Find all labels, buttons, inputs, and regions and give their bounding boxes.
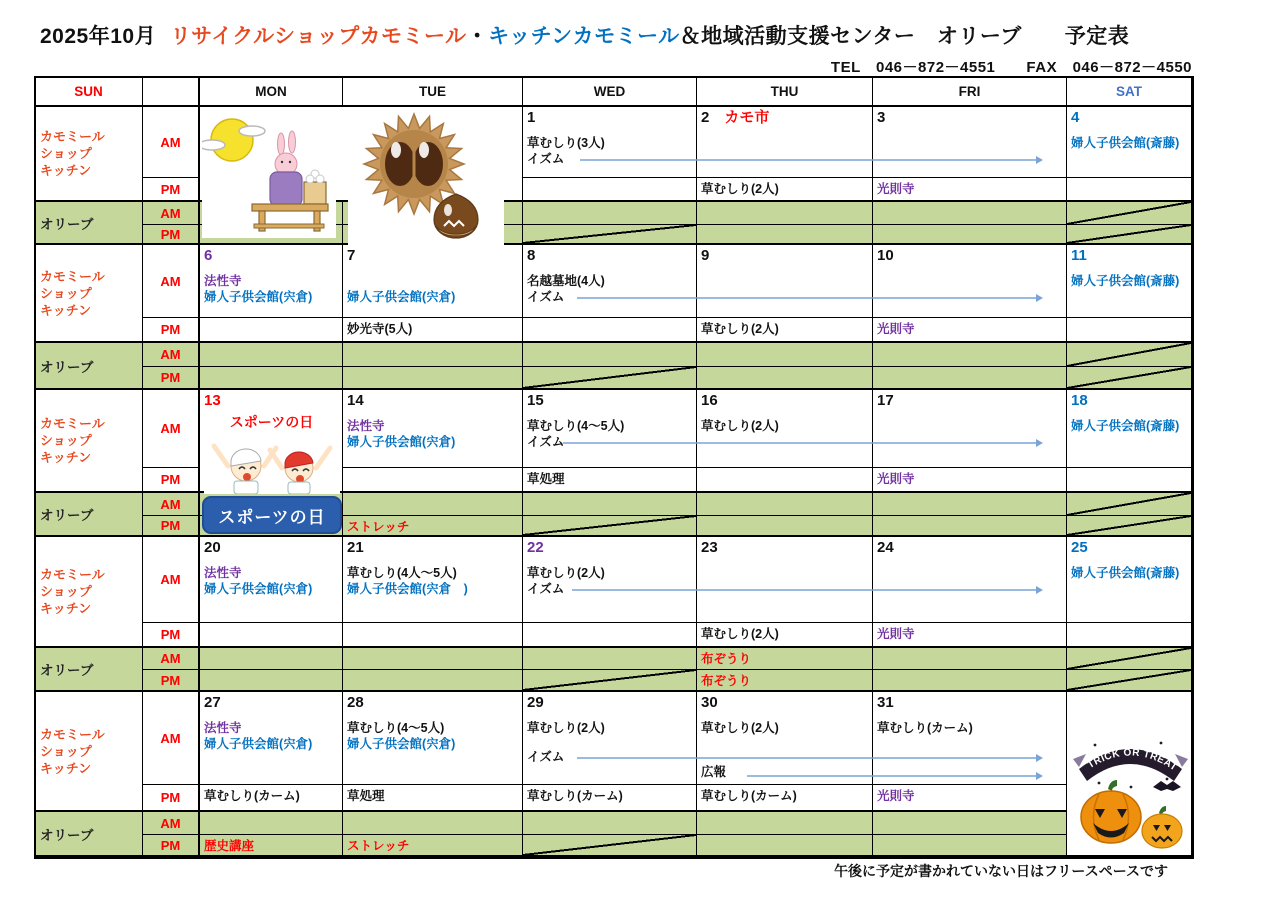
camomile-label-line: ショップ <box>40 146 92 161</box>
date-number: 14 <box>347 392 364 409</box>
day-cell-14 <box>343 390 523 468</box>
olive-pm-cell <box>523 670 697 692</box>
day-header-tue: TUE <box>343 78 523 107</box>
day-header-wed: WED <box>523 78 697 107</box>
date-number: 1 <box>527 109 536 126</box>
am-label: AM <box>143 537 200 623</box>
camomile-label-line: カモミール <box>40 726 105 742</box>
date-number: 10 <box>877 247 894 264</box>
pm-cell <box>343 623 523 648</box>
event-text: 法性寺 <box>204 721 242 735</box>
pm-cell <box>697 178 873 202</box>
olive-pm-cell <box>200 835 343 857</box>
pm-cell <box>523 785 697 812</box>
event-text: 婦人子供会館(宍倉) <box>347 737 456 751</box>
day-header-fri: FRI <box>873 78 1067 107</box>
event-text: 婦人子供会館(斎藤) <box>1071 136 1180 150</box>
camomile-label-line: キッチン <box>40 450 92 465</box>
sports-day-kids-clipart <box>204 430 340 494</box>
pm-cell <box>343 318 523 343</box>
olive-pm-cell <box>1067 225 1192 245</box>
event-text: 草むしり(カーム) <box>204 789 300 803</box>
date-number: 7 <box>347 247 356 264</box>
day-header-sun: SUN <box>35 78 143 107</box>
camomile-label-line: ショップ <box>40 584 92 599</box>
date-number: 9 <box>701 247 710 264</box>
camomile-label-line: カモミール <box>40 268 105 284</box>
pm-label: PM <box>143 468 200 493</box>
pm-cell <box>200 623 343 648</box>
olive-am-cell <box>873 648 1067 670</box>
olive-am-cell <box>523 343 697 367</box>
event-text: 婦人子供会館(宍倉) <box>347 435 456 449</box>
camomile-label-line: ショップ <box>40 743 92 759</box>
day-header-thu: THU <box>697 78 873 107</box>
pm-cell <box>523 318 697 343</box>
camomile-label-line: キッチン <box>40 601 92 616</box>
event-text: 布ぞうり <box>701 652 752 666</box>
event-text: イズム <box>527 750 565 764</box>
pm-cell <box>873 623 1067 648</box>
event-text: 婦人子供会館(斎藤) <box>1071 274 1180 288</box>
event-text: 草むしり(カーム) <box>877 721 973 735</box>
olive-pm-cell <box>343 835 523 857</box>
title-month: 2025年10月 <box>40 25 157 48</box>
olive-am-label: AM <box>143 343 200 367</box>
date-event-note: カモ市 <box>709 109 770 126</box>
pm-cell <box>873 318 1067 343</box>
olive-pm-cell <box>523 835 697 857</box>
olive-pm-label: PM <box>143 670 200 692</box>
olive-am-cell <box>343 493 523 516</box>
day-cell-29 <box>523 692 697 785</box>
olive-pm-cell <box>343 516 523 537</box>
camomile-label-line: キッチン <box>40 163 92 178</box>
olive-am-cell <box>697 493 873 516</box>
olive-am-cell <box>523 493 697 516</box>
label-olive-week4: オリーブ <box>35 648 143 692</box>
schedule-arrow <box>563 437 1044 449</box>
event-text: 婦人子供会館(斎藤) <box>1071 566 1180 580</box>
am-label: AM <box>143 390 200 468</box>
pm-cell <box>697 318 873 343</box>
event-text: 草むしり(2人) <box>527 566 605 580</box>
event-text: 婦人子供会館(宍倉) <box>347 290 456 304</box>
svg-text:TRICK OR TREAT: TRICK OR TREAT <box>1085 747 1180 774</box>
olive-am-cell <box>873 343 1067 367</box>
event-text: 歴史講座 <box>204 839 255 853</box>
event-text: 法性寺 <box>347 419 385 433</box>
olive-am-cell <box>200 343 343 367</box>
am-label: AM <box>143 107 200 178</box>
chestnut-clipart <box>348 110 504 246</box>
event-text: 妙光寺(5人) <box>347 322 413 336</box>
label-olive-week5: オリーブ <box>35 812 143 857</box>
olive-am-cell <box>343 343 523 367</box>
date-number: 27 <box>204 694 221 711</box>
day-cell-25 <box>1067 537 1192 623</box>
schedule-arrow <box>572 584 1044 596</box>
day-header-sat: SAT <box>1067 78 1192 107</box>
pm-cell <box>1067 623 1192 648</box>
event-text: 法性寺 <box>204 566 242 580</box>
schedule-arrow <box>577 292 1044 304</box>
schedule-arrow <box>747 770 1044 782</box>
olive-pm-label: PM <box>143 516 200 537</box>
olive-am-cell <box>343 812 523 835</box>
pm-cell <box>343 785 523 812</box>
day-cell-9 <box>697 245 873 318</box>
moon-viewing-rabbit-clipart <box>202 112 336 238</box>
label-olive-week1: オリーブ <box>35 202 143 245</box>
olive-pm-cell <box>343 367 523 390</box>
date-number: 23 <box>701 539 718 556</box>
date-number: 3 <box>877 109 886 126</box>
label-camomile-week5 <box>35 692 143 812</box>
date-number: 22 <box>527 539 544 556</box>
title-dot: ・ <box>466 25 489 48</box>
day-cell-18 <box>1067 390 1192 468</box>
day-cell-8 <box>523 245 697 318</box>
camomile-label-line: ショップ <box>40 285 92 301</box>
date-number: 18 <box>1071 392 1088 409</box>
event-text: 草むしり(2人) <box>701 182 779 196</box>
event-text: 婦人子供会館(宍倉) <box>204 290 313 304</box>
event-text: イズム <box>527 290 565 304</box>
pm-cell <box>873 785 1067 812</box>
date-number: 15 <box>527 392 544 409</box>
event-text: 草処理 <box>527 472 565 486</box>
title-rest: ＆地域活動支援センター オリーブ 予定表 <box>679 25 1130 48</box>
olive-pm-cell <box>200 367 343 390</box>
olive-am-cell <box>1067 202 1192 225</box>
event-text: 草むしり(2人) <box>701 419 779 433</box>
event-text: 婦人子供会館(宍倉) <box>204 582 313 596</box>
event-text: 広報 <box>701 765 727 779</box>
pm-cell <box>200 318 343 343</box>
olive-pm-cell <box>697 670 873 692</box>
event-text: イズム <box>527 582 565 596</box>
pm-cell <box>697 468 873 493</box>
olive-am-cell <box>697 648 873 670</box>
date-number: 20 <box>204 539 221 556</box>
event-text: 名越墓地(4人) <box>527 274 605 288</box>
olive-pm-cell <box>697 225 873 245</box>
date-number: 21 <box>347 539 364 556</box>
date-number: 8 <box>527 247 536 264</box>
event-text: 婦人子供会館(宍倉 ) <box>347 582 468 596</box>
day-cell-6 <box>200 245 343 318</box>
sports-day-caption: スポーツの日 <box>229 414 314 430</box>
day-cell-28 <box>343 692 523 785</box>
pm-cell <box>1067 468 1192 493</box>
olive-pm-cell <box>1067 670 1192 692</box>
date-number: 6 <box>204 247 213 264</box>
date-number: 16 <box>701 392 718 409</box>
event-text: 草むしり(4～5人) <box>347 721 445 735</box>
event-text: 草むしり(3人) <box>527 136 605 150</box>
olive-am-cell <box>1067 343 1192 367</box>
date-number: 17 <box>877 392 894 409</box>
olive-am-cell <box>200 812 343 835</box>
olive-pm-cell <box>1067 367 1192 390</box>
pm-cell <box>697 623 873 648</box>
day-cell-15 <box>523 390 697 468</box>
sports-day-banner: スポーツの日 <box>202 496 342 534</box>
olive-am-cell <box>873 202 1067 225</box>
day-cell-2 <box>697 107 873 178</box>
olive-am-cell <box>697 202 873 225</box>
olive-am-label: AM <box>143 202 200 225</box>
schedule-arrow <box>577 752 1044 764</box>
olive-pm-label: PM <box>143 835 200 857</box>
event-text: 草むしり(2人) <box>701 627 779 641</box>
olive-pm-cell <box>873 367 1067 390</box>
olive-am-cell <box>523 202 697 225</box>
event-text: 光則寺 <box>877 322 915 336</box>
olive-pm-cell <box>697 835 873 857</box>
event-text: 婦人子供会館(宍倉) <box>204 737 313 751</box>
olive-am-label: AM <box>143 648 200 670</box>
date-number: 2 カモ市 <box>701 109 770 126</box>
day-cell-21 <box>343 537 523 623</box>
olive-pm-cell <box>523 225 697 245</box>
day-cell-22 <box>523 537 697 623</box>
label-camomile-week4 <box>35 537 143 648</box>
olive-pm-cell <box>200 670 343 692</box>
pm-cell <box>873 468 1067 493</box>
label-camomile-week2 <box>35 245 143 343</box>
olive-pm-label: PM <box>143 225 200 245</box>
day-cell-10 <box>873 245 1067 318</box>
label-camomile-week3 <box>35 390 143 493</box>
day-cell-27 <box>200 692 343 785</box>
day-header-mon: MON <box>200 78 343 107</box>
day-cell-4 <box>1067 107 1192 178</box>
pm-cell <box>1067 318 1192 343</box>
pm-cell <box>873 178 1067 202</box>
olive-am-cell <box>343 648 523 670</box>
pm-cell <box>200 785 343 812</box>
pm-cell <box>1067 178 1192 202</box>
olive-am-cell <box>523 648 697 670</box>
pm-cell <box>523 468 697 493</box>
olive-pm-cell <box>523 367 697 390</box>
olive-am-cell <box>1067 648 1192 670</box>
day-cell-24 <box>873 537 1067 623</box>
date-number: 30 <box>701 694 718 711</box>
pm-label: PM <box>143 318 200 343</box>
event-text: 草むしり(2人) <box>701 721 779 735</box>
date-number: 13 <box>204 392 221 409</box>
olive-pm-cell <box>697 516 873 537</box>
event-text: 光則寺 <box>877 627 915 641</box>
day-cell-17 <box>873 390 1067 468</box>
event-text: 光則寺 <box>877 472 915 486</box>
camomile-label-line: カモミール <box>40 416 105 431</box>
label-olive-week3: オリーブ <box>35 493 143 537</box>
olive-pm-cell <box>873 225 1067 245</box>
day-cell-11 <box>1067 245 1192 318</box>
event-text: 法性寺 <box>204 274 242 288</box>
day-cell-1 <box>523 107 697 178</box>
event-text: 光則寺 <box>877 182 915 196</box>
am-label: AM <box>143 692 200 785</box>
pm-cell <box>697 785 873 812</box>
pm-label: PM <box>143 785 200 812</box>
camomile-label-line: カモミール <box>40 129 105 144</box>
event-text: イズム <box>527 152 565 166</box>
camomile-label-line: キッチン <box>40 760 92 776</box>
pm-cell <box>523 178 697 202</box>
event-text: 草むしり(カーム) <box>701 789 797 803</box>
olive-pm-cell <box>873 516 1067 537</box>
event-text: イズム <box>527 435 565 449</box>
olive-pm-cell <box>873 670 1067 692</box>
olive-am-cell <box>873 812 1067 835</box>
day-cell-7 <box>343 245 523 318</box>
halloween-clipart <box>1071 717 1190 855</box>
day-header-spacer <box>143 78 200 107</box>
day-cell-20 <box>200 537 343 623</box>
day-cell-16 <box>697 390 873 468</box>
olive-am-cell <box>1067 493 1192 516</box>
olive-pm-cell <box>523 516 697 537</box>
camomile-label-line: ショップ <box>40 433 92 448</box>
label-camomile-week1 <box>35 107 143 202</box>
date-number: 24 <box>877 539 894 556</box>
event-text: 草むしり(2人) <box>527 721 605 735</box>
pm-cell <box>343 468 523 493</box>
pm-label: PM <box>143 623 200 648</box>
am-label: AM <box>143 245 200 318</box>
event-text: 婦人子供会館(斎藤) <box>1071 419 1180 433</box>
title-kitchen-name: キッチンカモミール <box>488 25 680 48</box>
event-text: 光則寺 <box>877 789 915 803</box>
day-cell-23 <box>697 537 873 623</box>
label-olive-week2: オリーブ <box>35 343 143 390</box>
camomile-label-line: キッチン <box>40 302 92 318</box>
olive-am-cell <box>697 812 873 835</box>
event-text: 草むしり(2人) <box>701 322 779 336</box>
olive-am-cell <box>523 812 697 835</box>
olive-pm-cell <box>697 367 873 390</box>
date-number: 25 <box>1071 539 1088 556</box>
event-text: 草むしり(カーム) <box>527 789 623 803</box>
title-shop-name: リサイクルショップカモミール <box>170 25 467 48</box>
date-number: 29 <box>527 694 544 711</box>
event-text: ストレッチ <box>347 839 410 853</box>
event-text: 草処理 <box>347 789 385 803</box>
olive-pm-label: PM <box>143 367 200 390</box>
event-text: 草むしり(4人～5人) <box>347 566 457 580</box>
event-text: ストレッチ <box>347 520 410 534</box>
olive-am-cell <box>200 648 343 670</box>
camomile-label-line: カモミール <box>40 567 105 582</box>
contact-info: TEL 046－872－4551 FAX 046－872－4550 <box>830 59 1192 76</box>
olive-pm-cell <box>873 835 1067 857</box>
event-text: 布ぞうり <box>701 674 752 688</box>
olive-am-cell <box>873 493 1067 516</box>
event-text <box>343 273 522 289</box>
schedule-arrow <box>580 154 1044 166</box>
pm-cell <box>523 623 697 648</box>
olive-pm-cell <box>1067 516 1192 537</box>
olive-am-label: AM <box>143 812 200 835</box>
olive-am-cell <box>697 343 873 367</box>
date-number: 11 <box>1071 247 1087 264</box>
date-number: 4 <box>1071 109 1080 126</box>
date-number: 28 <box>347 694 364 711</box>
day-cell-3 <box>873 107 1067 178</box>
event-text: 草むしり(4～5人) <box>527 419 625 433</box>
pm-label: PM <box>143 178 200 202</box>
olive-pm-cell <box>343 670 523 692</box>
date-number: 31 <box>877 694 894 711</box>
olive-am-label: AM <box>143 493 200 516</box>
footer-note: 午後に予定が書かれていない日はフリースペースです <box>833 863 1168 879</box>
